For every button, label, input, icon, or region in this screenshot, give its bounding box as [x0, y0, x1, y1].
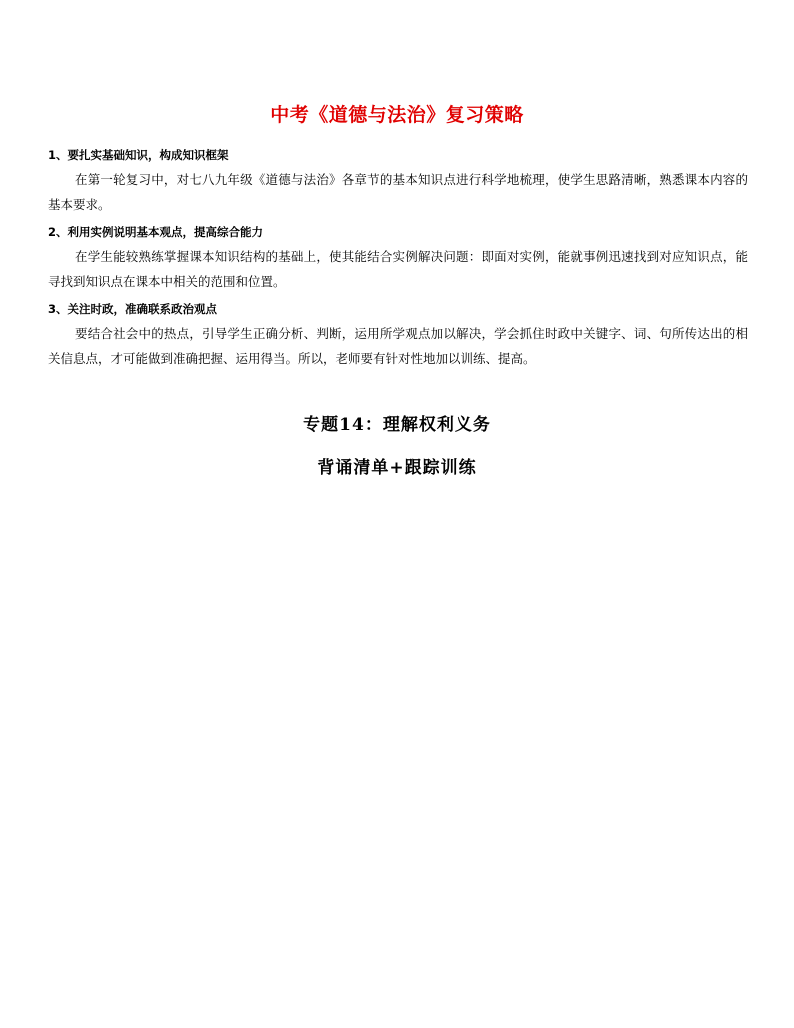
- strategy-sections: [48, 146, 748, 377]
- section-3: [48, 300, 748, 371]
- section-1: [48, 146, 748, 217]
- page-title: 中考《道德与法治》复习策略: [270, 104, 524, 126]
- section-2: [48, 223, 748, 294]
- section-heading: 1、要扎实基础知识，构成知识框架: [48, 148, 229, 162]
- section-heading: 2、利用实例说明基本观点，提高综合能力: [48, 225, 263, 239]
- section-body: 在第一轮复习中，对七八九年级《道德与法治》各章节的基本知识点进行科学地梳理，使学生思路清晰，熟悉课本内容的基本要求。: [48, 172, 748, 212]
- section-body: 要结合社会中的热点，引导学生正确分析、判断，运用所学观点加以解决，学会抓住时政中关键字、词、句所传达出的相关信息点，才可能做到准确把握、运用得当。所以，老师要有针对性地加以训练、提高。: [48, 326, 748, 366]
- section-body: 在学生能较熟练掌握课本知识结构的基础上，使其能结合实例解决问题：即面对实例，能就事例迅速找到对应知识点，能寻找到知识点在课本中相关的范围和位置。: [48, 249, 748, 289]
- topic-subtitle: 背诵清单+跟踪训练: [317, 458, 477, 478]
- topic-title: 专题14：理解权利义务: [303, 415, 491, 435]
- section-heading: 3、关注时政，准确联系政治观点: [48, 302, 217, 316]
